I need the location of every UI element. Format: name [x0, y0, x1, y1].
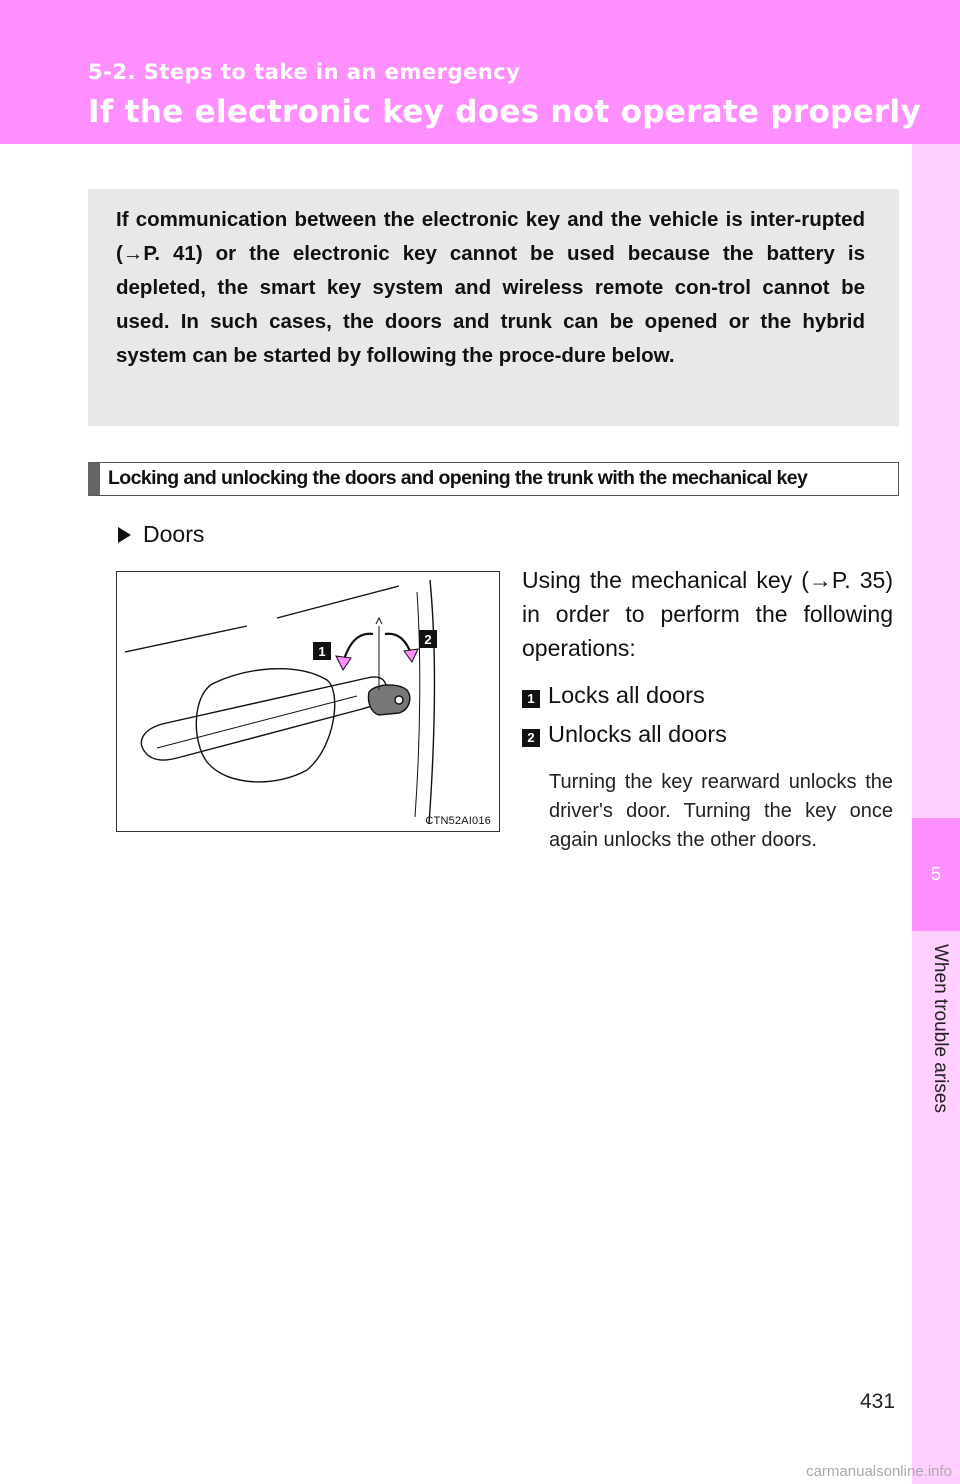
- step-lock-label: Locks all doors: [548, 682, 705, 708]
- door-handle-illustration: [117, 572, 501, 833]
- doors-heading: [118, 521, 204, 548]
- unlock-note: Turning the key rearward unlocks the driver's door. Turning the key once again unlocks the other doors.: [549, 771, 893, 851]
- intro-box: If communication between the electronic key and the vehicle is inter-rupted (→P. 41) or the electronic key cannot be used because the battery is depleted, the smart key system and wireless remote con-trol cannot be used. In such cases, the doors and trunk can be opened or the hybrid system can be started by following the proce-dure below.: [88, 189, 899, 426]
- chapter-side-tab: [912, 144, 960, 1484]
- subheading: Locking and unlocking the doors and opening the trunk with the mechanical key: [88, 462, 899, 496]
- doors-description: Using the mechanical key (→P. 35) in order to perform the following operations:: [522, 567, 893, 661]
- step-badge-1: 1: [522, 690, 540, 708]
- door-edge-inner: [415, 592, 420, 817]
- doors-heading-label: Doors: [143, 521, 205, 547]
- figure-badge-2-label: 2: [424, 632, 432, 647]
- page-title: If the electronic key does not operate properly: [88, 94, 921, 130]
- watermark: carmanualsonline.info: [806, 1463, 952, 1480]
- step-unlock: [522, 721, 727, 748]
- body-line-2: [277, 586, 399, 618]
- figure-code: CTN52AI016: [425, 815, 491, 827]
- chapter-number-tab[interactable]: 5: [912, 818, 960, 931]
- figure-badge-1-label: 1: [318, 644, 326, 659]
- door-edge: [429, 580, 434, 824]
- step-unlock-label: Unlocks all doors: [548, 721, 727, 747]
- triangle-bullet-icon: [118, 527, 131, 543]
- step-lock: [522, 682, 705, 709]
- section-heading: 5-2. Steps to take in an emergency: [88, 60, 521, 84]
- chapter-label: When trouble arises: [930, 944, 951, 1113]
- step-badge-2: 2: [522, 729, 540, 747]
- handle-recess: [196, 669, 334, 782]
- key-slot: [395, 696, 403, 704]
- handle-body: [141, 677, 386, 760]
- body-line-1: [125, 626, 247, 652]
- door-handle-figure: [116, 571, 500, 832]
- page-header: [0, 0, 960, 144]
- page-number: 431: [860, 1390, 896, 1413]
